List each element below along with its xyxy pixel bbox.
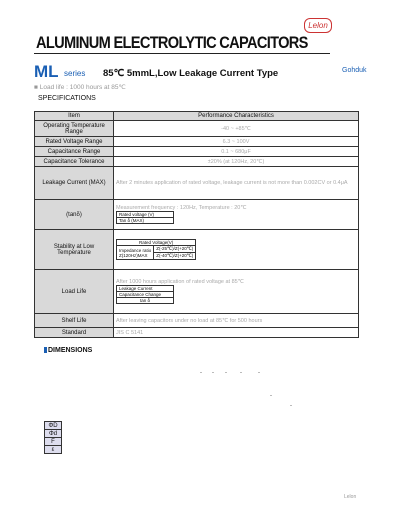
load-tan-label: tan δ xyxy=(117,298,174,304)
spec-value: After 2 minutes application of rated voltage, leakage current is not more than 0.002CV or 0.4μA xyxy=(114,167,359,200)
dimensions-table xyxy=(44,421,62,454)
tan-note: Measurement frequency : 120Hz, Temperature : 20℃ xyxy=(116,205,247,211)
spec-row-leakage xyxy=(35,167,359,200)
spec-item: Leakage Current (MAX) xyxy=(35,167,114,200)
spec-row-capacitance xyxy=(35,147,359,157)
specifications-table xyxy=(34,111,359,338)
spec-value: 0.1 ~ 680μF xyxy=(114,147,359,157)
faint-mark xyxy=(290,405,292,406)
spec-row-shelf-life xyxy=(35,314,359,328)
load-life-table xyxy=(116,285,174,304)
spec-row-voltage xyxy=(35,137,359,147)
spec-value xyxy=(114,230,359,270)
spec-item: Capacitance Range xyxy=(35,147,114,157)
feature-bullet: ■ Load life : 1000 hours at 85℃ xyxy=(34,84,126,91)
dim-row xyxy=(45,438,62,446)
spec-value xyxy=(114,270,359,314)
spec-item: Shelf Life xyxy=(35,314,114,328)
brand-name: Gohduk xyxy=(342,67,367,74)
footer-mark: Lelon xyxy=(344,494,357,500)
spec-item: Rated Voltage Range xyxy=(35,137,114,147)
faint-mark xyxy=(258,372,260,373)
specifications-heading: SPECIFICATIONS xyxy=(38,95,96,102)
col-perf-header: Performance Characteristics xyxy=(114,112,359,121)
dim-label: ΦD xyxy=(45,422,62,430)
spec-item: Operating Temperature Range xyxy=(35,121,114,137)
spec-item: Stability at Low Temperature xyxy=(35,230,114,270)
faint-mark xyxy=(240,372,242,373)
tan-voltage-label: Rated voltage (V) xyxy=(117,212,174,218)
load-life-note: After 1000 hours application of rated voltage at 85℃ xyxy=(116,279,244,285)
faint-mark xyxy=(212,372,214,373)
spec-value: JIS C 5141 xyxy=(114,328,359,338)
spec-header-row xyxy=(35,112,359,121)
spec-value xyxy=(114,200,359,230)
load-cap-change-label: Capacitance Change xyxy=(117,292,174,298)
faint-mark xyxy=(200,372,202,373)
dim-label: Φd xyxy=(45,430,62,438)
spec-item: (tanδ) xyxy=(35,200,114,230)
spec-row-tan xyxy=(35,200,359,230)
dim-row xyxy=(45,422,62,430)
heading-marker xyxy=(44,347,47,353)
spec-value: 6.3 ~ 100V xyxy=(114,137,359,147)
dim-row xyxy=(45,446,62,454)
low-temp-voltage-label: Rated Voltage(V) xyxy=(117,240,196,246)
impedance-ratio-label: Impedance ratio Z(120Hz)MAX xyxy=(117,246,154,260)
spec-row-operating-temp xyxy=(35,121,359,137)
series-code: ML xyxy=(34,62,59,81)
spec-value: ±20% (at 120Hz, 20℃) xyxy=(114,157,359,167)
spec-item: Load Life xyxy=(35,270,114,314)
impedance-row-2: Z(-40℃)/Z(+20℃) xyxy=(154,253,196,260)
dim-label: ε xyxy=(45,446,62,454)
impedance-row-1: Z(-25℃)/Z(+20℃) xyxy=(154,246,196,253)
spec-value: After leaving capacitors under no load at 85℃ for 500 hours xyxy=(114,314,359,328)
tan-max-label: Tan δ (MAX) xyxy=(117,218,174,224)
brand-logo: Lelon xyxy=(304,18,332,33)
spec-value: -40 ~ +85℃ xyxy=(114,121,359,137)
low-temp-table xyxy=(116,239,196,260)
spec-row-load-life xyxy=(35,270,359,314)
title-underline xyxy=(34,53,330,54)
faint-mark xyxy=(225,372,227,373)
series-word: series xyxy=(64,69,86,78)
dim-row xyxy=(45,430,62,438)
series-subtitle: 85℃ 5mmL,Low Leakage Current Type xyxy=(103,68,279,79)
spec-row-tolerance xyxy=(35,157,359,167)
faint-mark xyxy=(270,395,272,396)
page-title: ALUMINUM ELECTROLYTIC CAPACITORS xyxy=(36,33,308,52)
spec-row-standard xyxy=(35,328,359,338)
tan-table xyxy=(116,211,174,224)
load-leakage-label: Leakage Current xyxy=(117,286,174,292)
col-item-header: Item xyxy=(35,112,114,121)
spec-row-low-temp xyxy=(35,230,359,270)
dimensions-heading: DIMENSIONS xyxy=(44,347,92,354)
spec-item: Capacitance Tolerance xyxy=(35,157,114,167)
spec-item: Standard xyxy=(35,328,114,338)
dim-label: F xyxy=(45,438,62,446)
